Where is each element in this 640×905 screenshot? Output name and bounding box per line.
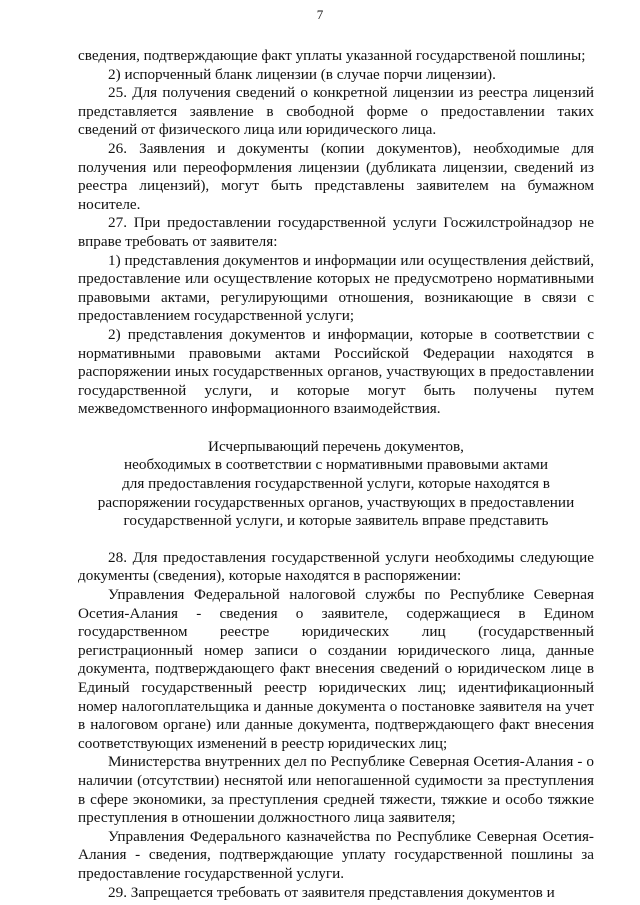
paragraph: Министерства внутренних дел по Республике Северная Осетия-Алания - о наличии (отсутствии) неснятой или непогашенной судимости за преступления в сфере экономики, за преступления средней тяжести, тяжкие и особо тяжкие преступления в отношении должностного лица заявителя; — [78, 753, 594, 827]
heading-line: необходимых в соответствии с нормативными правовыми актами — [124, 456, 548, 474]
paragraph: 1) представления документов и информации или осуществления действий, предоставление или осуществление которых не предусмотрено нормативными правовыми актами, регулирующими отношения, возникающие в связи с предоставлением государственной услуги; — [78, 251, 594, 325]
heading-line: Исчерпывающий перечень документов, — [208, 437, 464, 455]
page-number: 7 — [316, 7, 324, 22]
section-heading — [78, 438, 594, 531]
paragraph: 29. Запрещается требовать от заявителя представления документов и — [108, 883, 555, 901]
paragraph: 28. Для предоставления государственной услуги необходимы следующие документы (сведения), которые находятся в распоряжении: — [78, 548, 594, 585]
heading-line: государственной услуги, и которые заявитель вправе представить — [123, 512, 549, 530]
paragraph: 27. При предоставлении государственной услуги Госжилстройнадзор не вправе требовать от заявителя: — [78, 214, 594, 250]
heading-line: для предоставления государственной услуги, которые находятся в — [122, 475, 550, 493]
paragraph: Управления Федерального казначейства по Республике Северная Осетия-Алания - сведения, подтверждающие уплату государственной пошлины за предоставление государственной услуги. — [78, 827, 594, 882]
paragraph: 2) испорченный бланк лицензии (в случае порчи лицензии). — [108, 65, 496, 83]
paragraph: 26. Заявления и документы (копии документов), необходимые для получения или переоформления лицензии (дубликата лицензии, сведений из реестра лицензий), могут быть представлены заявителем на бумажном носителе. — [78, 139, 594, 213]
paragraphs-bottom — [78, 549, 594, 902]
paragraph: Управления Федеральной налоговой службы по Республике Северная Осетия-Алания - сведения о заявителе, содержащиеся в Едином государственном реестре юридических лиц (государственный регистрационный номер записи о создании юридического лица, данные документа, подтверждающего факт внесения сведений о юридическом лице в Единый государственный реестр юридических лиц; идентификационный номер налогоплательщика и данные документа о постановке заявителя на учет в налоговом органе) или данные документа, подтверждающего факт внесения соответствующих изменений в реестр юридических лиц; — [78, 586, 594, 752]
paragraphs-top — [78, 47, 594, 419]
paragraph: 25. Для получения сведений о конкретной лицензии из реестра лицензий представляется заявление в свободной форме о предоставлении таких сведений от физического лица или юридического лица. — [78, 84, 594, 139]
document-body — [78, 47, 594, 902]
paragraph: 2) представления документов и информации, которые в соответствии с нормативными правовыми актами Российской Федерации находятся в распоряжении иных государственных органов, участвующих в предоставлении государственной услуги, и которые могут быть получены путем межведомственного информационного взаимодействия. — [78, 325, 594, 418]
heading-line: распоряжении государственных органов, участвующих в предоставлении — [97, 493, 575, 511]
paragraph: сведения, подтверждающие факт уплаты указанной государственой пошлины; — [78, 47, 586, 64]
